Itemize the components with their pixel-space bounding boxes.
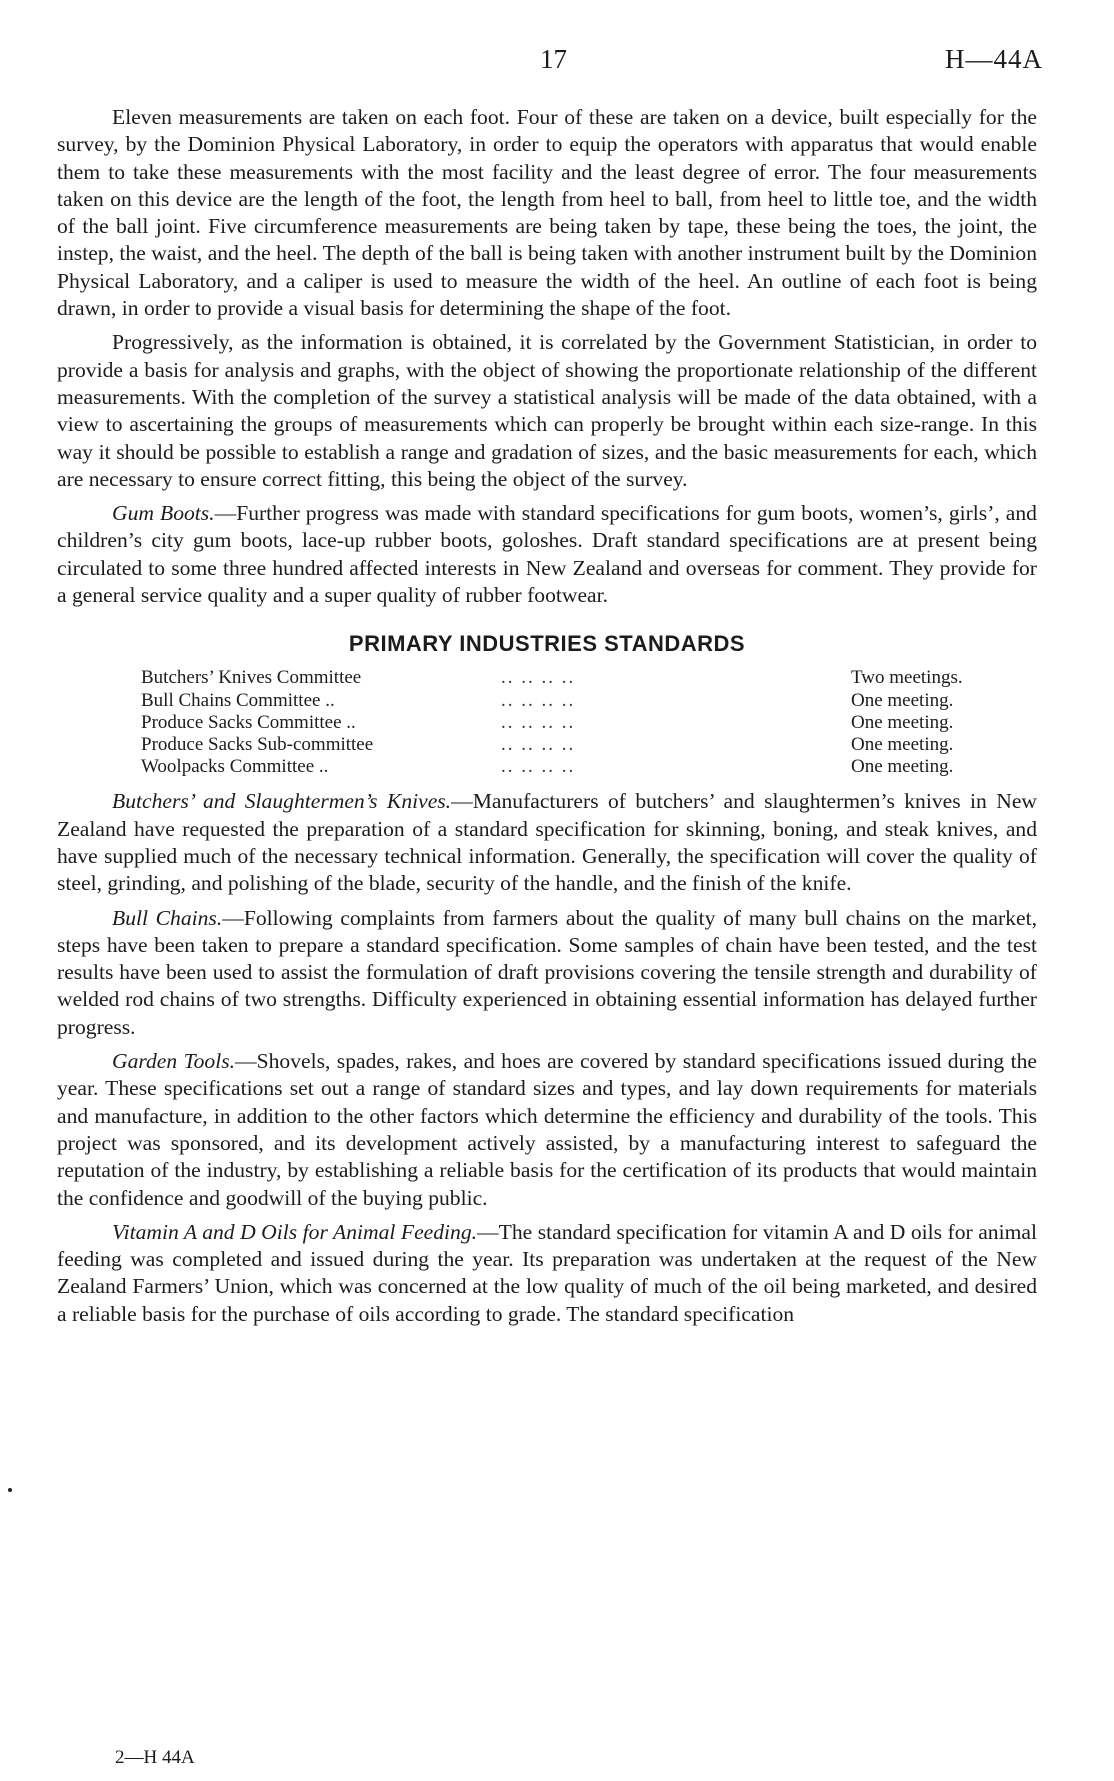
paragraph-bull-chains xyxy=(57,905,1037,1041)
committee-name: Butchers’ Knives Committee xyxy=(141,667,362,689)
table-row xyxy=(141,712,1001,734)
leader-dots: .. .. .. .. xyxy=(501,756,576,778)
paragraph-text: —Manufacturers of butchers’ and slaughtermen’s knives in New Zealand have requested the preparation of a standard specification for skinning, boning, and steak knives, and have supplied much of the necessary technical information. Generally, the specification will cover the quality of steel, grinding, and polishing of the blade, security of the handle, and the finish of the knife. xyxy=(57,789,1037,896)
paragraph-text: —The standard specification for vitamin A and D oils for animal feeding was completed and issued during the year. Its preparation was undertaken at the request of the New Zealand Farmers’ Union, which was concerned at the low quality of much of the oil being marketed, and desired a reliable basis for the purchase of oils according to grade. The standard specification xyxy=(57,1219,1037,1326)
paragraph-title: Gum Boots. xyxy=(112,501,215,526)
paragraph-garden-tools xyxy=(57,1048,1037,1212)
paragraph-gum-boots xyxy=(57,500,1037,609)
paragraph-butchers-knives xyxy=(57,788,1037,897)
table-row xyxy=(141,756,1001,778)
table-row xyxy=(141,734,1001,756)
paragraph-text: Progressively, as the information is obtained, it is correlated by the Government Statistician, in order to provide a basis for analysis and graphs, with the object of showing the proportionate relationship of the different measurements. With the completion of the survey a statistical analysis will be made of the data obtained, with a view to ascertaining the groups of measurements which can properly be brought within each size-range. In this way it should be possible to establish a range and gradation of sizes, and the basic measurements for each, which are necessary to ensure correct fitting, this being the object of the survey. xyxy=(57,330,1037,491)
paragraph-text: —Shovels, spades, rakes, and hoes are covered by standard specifications issued during the year. These specifications set out a range of standard sizes and types, and lay down requirements for materials and manufacture, in addition to the other factors which determine the efficiency and durability of the tools. This project was sponsored, and its development actively assisted, by a manufacturing interest to safeguard the reputation of the industry, by establishing a reliable basis for the certification of its products that would maintain the confidence and goodwill of the buying public. xyxy=(57,1049,1037,1210)
committee-name: Produce Sacks Sub-committee xyxy=(141,733,374,755)
meeting-count: Two meetings. xyxy=(851,667,963,689)
paragraph-title: Vitamin A and D Oils for Animal Feeding. xyxy=(112,1219,478,1244)
meeting-count: One meeting. xyxy=(851,756,954,778)
signature-mark: 2—H 44A xyxy=(115,1747,195,1768)
paragraph-text: —Further progress was made with standard specifications for gum boots, women’s, girls’, and children’s city gum boots, lace-up rubber boots, goloshes. Draft standard specifications are at present being circulated to some three hundred affected interests in New Zealand and overseas for comment. They provide for a general service quality and a super quality of rubber footwear. xyxy=(57,501,1037,608)
committee-meetings-table xyxy=(141,667,1001,778)
meeting-count: One meeting. xyxy=(851,689,954,711)
section-heading: PRIMARY INDUSTRIES STANDARDS xyxy=(348,631,746,657)
leader-dots: .. .. .. .. xyxy=(501,733,576,755)
table-row xyxy=(141,667,1001,689)
page-number: 17 xyxy=(540,44,567,74)
leader-dots: .. .. .. .. xyxy=(501,711,576,733)
leader-dots: .. .. .. .. xyxy=(501,667,576,689)
leader-dots: .. .. .. .. xyxy=(501,689,576,711)
paragraph-vitamin-oils xyxy=(57,1219,1037,1328)
paragraph-foot-measurements xyxy=(57,104,1037,322)
meeting-count: One meeting. xyxy=(851,711,954,733)
paragraph-text: Eleven measurements are taken on each foot. Four of these are taken on a device, built especially for the survey, by the Dominion Physical Laboratory, in order to equip the operators with apparatus that would enable them to take these measurements with the most facility and the least degree of error. The four measurements taken on this device are the length of the foot, the length from heel to ball, from heel to little toe, and the width of the ball joint. Five circumference measurements are being taken by tape, these being the toes, the joint, the instep, the waist, and the heel. The depth of the ball is being taken with another instrument built by the Dominion Physical Laboratory, and a caliper is used to measure the width of the heel. An outline of each foot is being drawn, in order to provide a visual basis for determining the shape of the foot. xyxy=(57,105,1037,321)
paragraph-title: Bull Chains. xyxy=(112,905,223,930)
committee-name: Produce Sacks Committee .. xyxy=(141,711,356,733)
table-row xyxy=(141,690,1001,712)
paragraph-text: —Following complaints from farmers about the quality of many bull chains on the market, steps have been taken to prepare a standard specification. Some samples of chain have been tested, and the test results have been used to assist the formulation of draft provisions covering the tensile strength and durability of welded rod chains of two strengths. Difficulty experienced in obtaining essential information has delayed further progress. xyxy=(57,905,1037,1039)
page-header xyxy=(0,44,1114,84)
margin-speck xyxy=(8,1488,12,1492)
paragraph-title: Garden Tools. xyxy=(112,1049,236,1074)
page-body xyxy=(57,104,1037,1335)
meeting-count: One meeting. xyxy=(851,733,954,755)
paragraph-title: Butchers’ and Slaughtermen’s Knives. xyxy=(112,789,452,814)
paragraph-statistical-analysis xyxy=(57,329,1037,493)
committee-name: Bull Chains Committee .. xyxy=(141,689,335,711)
committee-name: Woolpacks Committee .. xyxy=(141,756,329,778)
document-reference: H—44A xyxy=(945,44,1043,74)
